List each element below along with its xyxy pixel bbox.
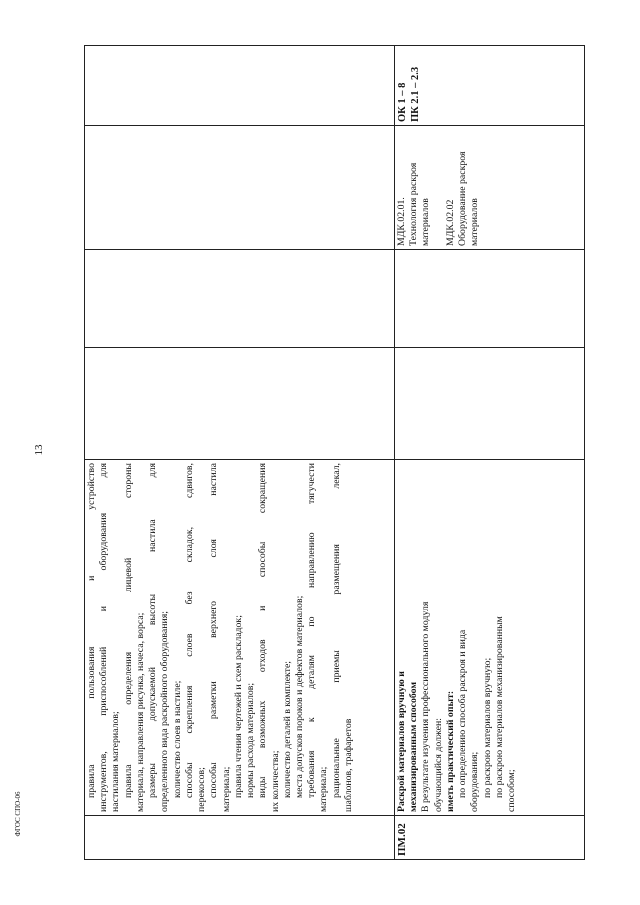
text-line: размеры допускаемой высоты настила для [147,463,159,798]
text-line: определенного вида раскройного оборудования; [159,611,171,812]
code-cell-empty [85,816,395,860]
page-number: 13 [33,444,45,456]
text-line: инструментов, приспособлений и оборудования для [98,463,110,812]
text-line: по раскрою материалов механизированным [493,616,505,798]
module-title-line: Раскрой материалов вручную и [396,671,407,812]
empty-cell [85,46,395,126]
knowledge-cell [85,460,395,816]
competency-line: ОК 1 – 8 [397,82,408,122]
knowledge-lines [86,463,355,812]
empty-cell [395,348,585,460]
text-line: материала; [318,766,330,812]
curriculum-table [84,45,585,860]
mdk-line [433,129,445,246]
text-line: нормы расхода материалов; [245,682,257,798]
text-line: рациональные приемы размещения лекал, [330,463,342,798]
text-line: правила чтения чертежей и схем раскладок; [232,615,244,798]
table-row [395,46,585,860]
competencies-cell [395,46,585,126]
module-code: ПМ.02 [395,816,585,860]
text-line: материала; [220,766,232,812]
experience-label: иметь практический опыт: [444,690,456,812]
module-description-cell [395,460,585,816]
text-line: их количества; [269,750,281,812]
text-line: способом; [506,769,518,812]
mdk-line: Технология раскроя [408,162,420,246]
empty-cell [85,250,395,348]
intro-line: обучающийся должен: [432,718,444,812]
table-row [85,46,395,860]
intro-line: В результате изучения профессионального модуля [420,601,432,812]
text-line: правила определения лицевой стороны [122,463,134,798]
experience-lines [457,463,518,812]
mdk-line: материалов [420,198,432,246]
text-line: материала, направления рисунка, начеса, ворса; [134,612,146,812]
empty-cell [395,250,585,348]
text-line: по определению способа раскроя и вида [457,629,469,798]
mdk-line: МДК.02.01. [396,197,407,246]
empty-cell [85,348,395,460]
rotated-page-content [84,46,584,860]
text-line: места допусков пороков и дефектов материалов; [293,595,305,798]
text-line: перекосов; [196,767,208,812]
text-line: способы скрепления слоев без складок, сдвигов, [183,463,195,798]
mdk-cell [395,126,585,250]
text-line: количество слоев в настиле; [171,680,183,798]
text-line: количество деталей в комплекте; [281,660,293,798]
text-line: по раскрою материалов вручную; [481,657,493,798]
mdk-line: Оборудование раскроя [457,151,469,246]
mdk-line: МДК.02.02 [444,199,456,246]
empty-cell [85,126,395,250]
competency-line: ПК 2.1 – 2.3 [410,66,422,122]
text-line: способы разметки верхнего слоя настила [208,463,220,798]
text-line: шаблонов, трафаретов [342,718,354,812]
text-line: настилания материалов; [110,711,122,812]
text-line: требования к деталям по направлению тягучести [306,463,318,798]
text-line: оборудования; [469,751,481,812]
module-title-line: механизированным способом [408,681,420,812]
footer-standard-code: ФГОС СПО-06 [14,791,22,837]
mdk-line: материалов [469,198,481,246]
text-line: виды возможных отходов и способы сокращения [257,463,269,798]
text-line: правила пользования и устройство [86,463,97,798]
